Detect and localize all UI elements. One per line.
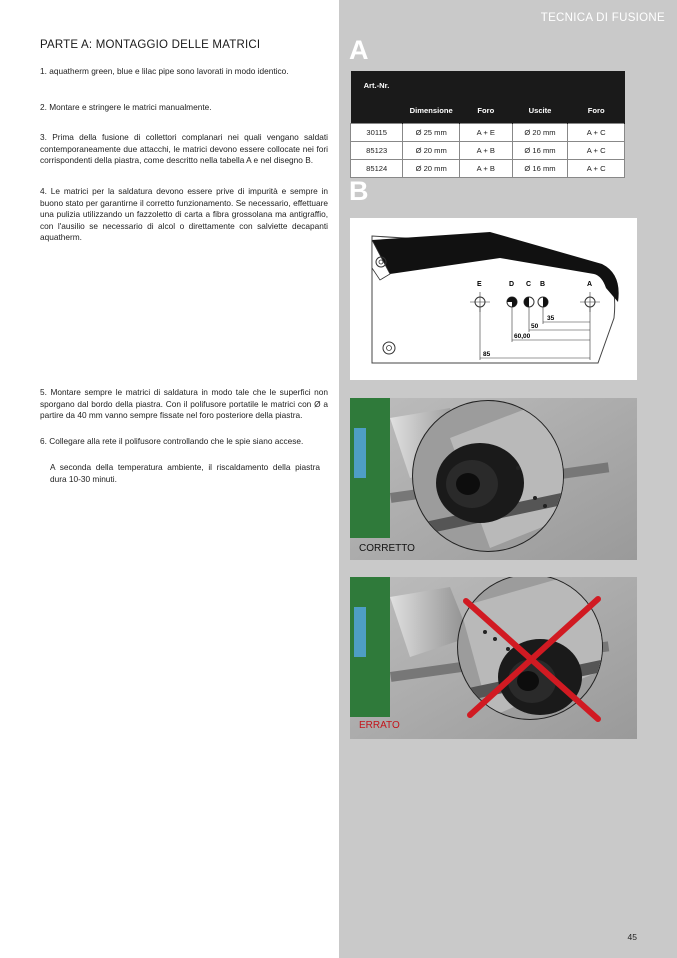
table-cell: 85124 [351,160,403,178]
table-cell: Ø 25 mm [403,124,460,142]
page-title: PARTE A: MONTAGGIO DELLE MATRICI [40,39,261,51]
col-header: Art.-Nr. [351,71,403,124]
plate-drawing [350,218,637,380]
spec-table [350,71,625,178]
hole-a-label: A [587,281,593,288]
table-cell: Ø 20 mm [403,160,460,178]
section-tag: TECNICA DI FUSIONE [540,12,665,24]
table-cell: A + C [568,124,625,142]
hole-e-label: E [477,281,482,288]
instruction-4: 4. Le matrici per la saldatura devono essere prive di impurità e sempre in buono stato per garantirne il corretto funzionamento. Se necessario, effettuare una pulizia utilizzando un fazzoletto di carta a fibra grossolana ma antigraffio, con l'ausilio se necessario di alcol o direttamente con salviette decapanti aquatherm. [40,186,328,243]
table-cell: Ø 20 mm [403,142,460,160]
label-b: B [349,176,369,206]
dim-50: 50 [531,323,539,330]
col-header: Uscite [512,71,568,124]
table-cell: Ø 16 mm [512,142,568,160]
table-cell: 85123 [351,142,403,160]
col-header: Foro [568,71,625,124]
photo-correct [350,398,637,560]
dim-35: 35 [547,315,555,322]
wrong-label: ERRATO [359,720,400,731]
hole-d-label: D [509,281,515,288]
table-row [351,160,625,178]
table-cell: A + E [459,124,512,142]
page-number: 45 [627,932,637,942]
instruction-5: 5. Montare sempre le matrici di saldatura in modo tale che le superfici non sporgano dal bordo della piastra. Con il polifusore portatile le matrici con Ø a partire da 40 mm vanno sempre fissate nel foro posteriore della piastra. [40,387,328,421]
photo-wrong-image [350,577,637,739]
col-header: Foro [459,71,512,124]
instruction-3: 3. Prima della fusione di collettori complanari nei quali vengano saldati contemporaneamente due attacchi, le matrici devono essere collocate nei fori corrispondenti della piastra, come descritto nella tabella A e nel disegno B. [40,132,328,166]
table-cell: 30115 [351,124,403,142]
table-row [351,142,625,160]
instruction-note: A seconda della temperatura ambiente, il riscaldamento della piastra dura 10-30 minuti. [50,462,320,484]
correct-label: CORRETTO [359,543,415,554]
table-cell: Ø 20 mm [512,124,568,142]
instruction-1: 1. aquatherm green, blue e lilac pipe sono lavorati in modo identico. [40,66,289,76]
table-row [351,124,625,142]
hole-b-label: B [540,281,546,288]
label-a: A [349,35,369,65]
table-header-row [351,71,625,124]
dim-60: 60,00 [514,333,531,340]
table-cell: A + B [459,160,512,178]
instruction-6: 6. Collegare alla rete il polifusore controllando che le spie siano accese. [40,436,304,446]
dim-85: 85 [483,351,491,358]
table-cell: A + C [568,142,625,160]
table-cell: A + C [568,160,625,178]
hole-c-label: C [526,281,532,288]
instruction-2: 2. Montare e stringere le matrici manualmente. [40,102,212,112]
photo-wrong [350,577,637,739]
table-cell: Ø 16 mm [512,160,568,178]
table-cell: A + B [459,142,512,160]
plate-diagram [350,218,637,380]
photo-correct-image [350,398,637,560]
col-header: Dimensione [403,71,460,124]
